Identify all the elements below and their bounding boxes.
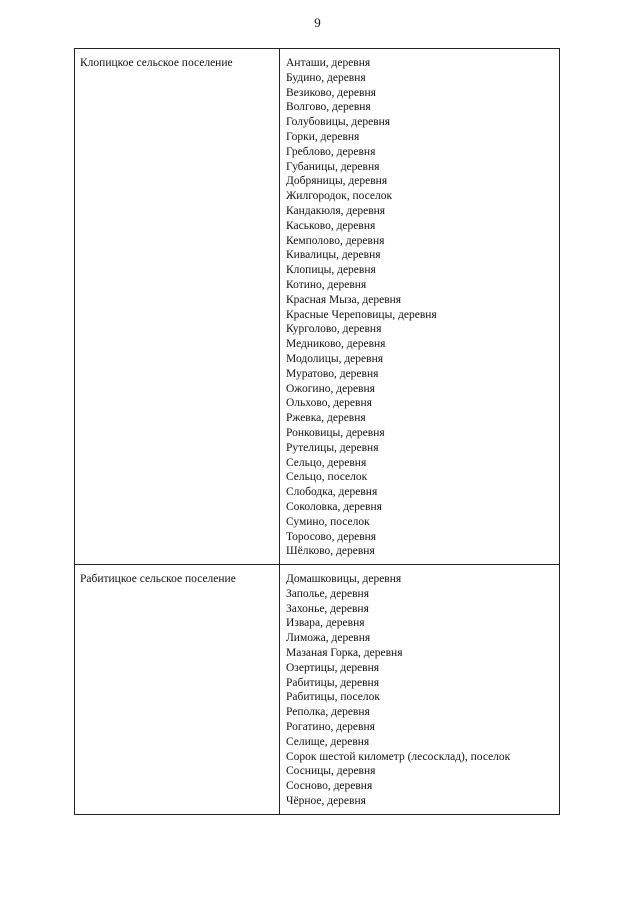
- list-item: Сосново, деревня: [286, 780, 373, 793]
- page-number: 9: [314, 15, 321, 30]
- list-item: Красная Мыза, деревня: [286, 293, 402, 306]
- list-item: Голубовицы, деревня: [286, 116, 391, 129]
- list-item: Клопицы, деревня: [286, 264, 376, 277]
- list-item: Медниково, деревня: [286, 338, 386, 351]
- list-item: Будино, деревня: [286, 71, 366, 84]
- list-item: Везиково, деревня: [286, 86, 376, 99]
- list-item: Ольхово, деревня: [286, 397, 372, 410]
- list-item: Ржевка, деревня: [286, 412, 366, 425]
- list-item: Сорок шестой километр (лесосклад), поселок: [286, 750, 511, 763]
- list-item: Жилгородок, поселок: [286, 190, 393, 203]
- list-item: Каськово, деревня: [286, 219, 376, 232]
- list-item: Шёлково, деревня: [286, 545, 375, 558]
- list-item: Мазаная Горка, деревня: [286, 647, 403, 660]
- list-item: Муратово, деревня: [286, 367, 379, 380]
- list-item: Горки, деревня: [286, 130, 360, 143]
- list-item: Лиможа, деревня: [286, 632, 371, 645]
- list-item: Красные Череповицы, деревня: [286, 308, 437, 321]
- list-item: Извара, деревня: [286, 617, 365, 630]
- list-item: Ожогино, деревня: [286, 382, 375, 395]
- list-item: Селище, деревня: [286, 735, 370, 748]
- settlement-name-cell: [75, 49, 280, 565]
- settlements-table-body: [75, 49, 560, 815]
- settlements-table: [74, 48, 560, 815]
- list-item: Чёрное, деревня: [286, 795, 366, 808]
- list-item: Домашковицы, деревня: [286, 573, 402, 586]
- list-item: Модолицы, деревня: [286, 352, 384, 365]
- list-item: Ронковицы, деревня: [286, 426, 385, 439]
- list-item: Греблово, деревня: [286, 145, 376, 158]
- list-item: Кандакюля, деревня: [286, 204, 386, 217]
- table-row: [75, 565, 560, 815]
- list-item: Рутелицы, деревня: [286, 441, 379, 454]
- places-cell: [280, 49, 560, 565]
- places-cell: [280, 565, 560, 815]
- list-item: Кемполово, деревня: [286, 234, 385, 247]
- settlement-name-cell: [75, 565, 280, 815]
- list-item: Торосово, деревня: [286, 530, 377, 543]
- list-item: Соколовка, деревня: [286, 500, 382, 513]
- list-item: Анташи, деревня: [286, 57, 371, 69]
- list-item: Сосницы, деревня: [286, 765, 376, 778]
- list-item: Сельцо, деревня: [286, 456, 367, 469]
- list-item: Рабитицы, поселок: [286, 691, 380, 704]
- list-item: Слободка, деревня: [286, 486, 378, 499]
- settlement-name: Клопицкое сельское поселение: [80, 57, 233, 69]
- list-item: Сельцо, поселок: [286, 471, 368, 484]
- list-item: Реполка, деревня: [286, 706, 370, 719]
- list-item: Волгово, деревня: [286, 101, 371, 114]
- list-item: Рогатино, деревня: [286, 721, 375, 734]
- list-item: Добряницы, деревня: [286, 175, 388, 188]
- table-row: [75, 49, 560, 565]
- list-item: Захонье, деревня: [286, 602, 369, 615]
- list-item: Курголово, деревня: [286, 323, 382, 336]
- list-item: Кивалицы, деревня: [286, 249, 381, 262]
- list-item: Озертицы, деревня: [286, 661, 380, 674]
- list-item: Рабитицы, деревня: [286, 676, 379, 689]
- list-item: Губаницы, деревня: [286, 160, 380, 173]
- list-item: Котино, деревня: [286, 278, 367, 291]
- list-item: Сумино, поселок: [286, 515, 370, 528]
- settlement-name: Рабитицкое сельское поселение: [80, 573, 236, 586]
- list-item: Заполье, деревня: [286, 587, 369, 600]
